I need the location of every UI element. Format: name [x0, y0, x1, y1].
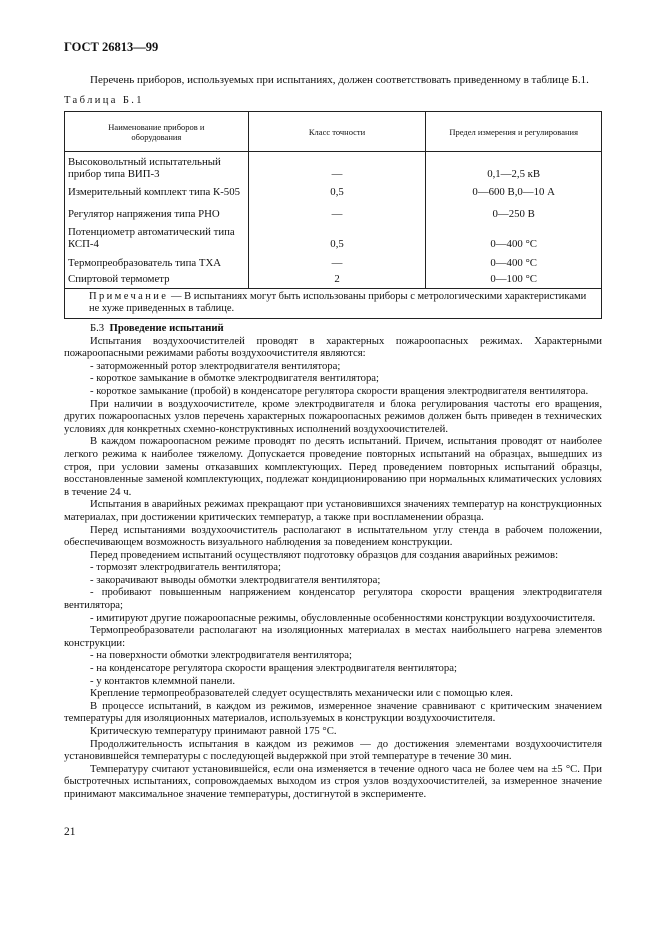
cell-range: 0—600 В,0—10 А: [426, 180, 602, 198]
list-item: - короткое замыкание в обмотке электродвигателя вентилятора;: [90, 372, 379, 385]
document-header: ГОСТ 26813—99: [64, 40, 159, 54]
intro-text: Перечень приборов, используемых при испытаниях, должен соответствовать приведенному в таблице Б.1.: [90, 74, 589, 86]
list-item: - у контактов клеммной панели.: [90, 674, 236, 687]
cell-accuracy: 2: [248, 269, 426, 288]
list-item: - тормозят электродвигатель вентилятора;: [90, 561, 281, 574]
table-row: [65, 152, 602, 181]
cell-accuracy: —: [248, 152, 426, 181]
list-item: - короткое замыкание (пробой) в конденсаторе регулятора скорости вращения электродвигателя вентилятора.: [90, 384, 589, 397]
paragraph: Термопреобразователи располагают на изоляционных материалах в местах наибольшего нагрева элементов конструкции:: [64, 624, 602, 649]
table-note: [65, 288, 602, 318]
paragraph: Продолжительность испытания в каждом из режимов — до достижения элементами воздухоочистителя установившейся температуры с последующей выдержкой при этой температуре в течение 30 мин.: [64, 737, 602, 763]
cell-range: 0—400 °С: [426, 220, 602, 250]
col-header-range: Предел измерения и регулирования: [426, 112, 602, 152]
section-body: [64, 322, 602, 801]
table-note-row: [65, 288, 602, 318]
instruments-table: [64, 111, 602, 319]
cell-name: Высоковольтный испытательный прибор типа ВИП-3: [65, 152, 249, 181]
paragraph: Перед проведением испытаний осуществляют подготовку образцов для создания аварийных режимов:: [90, 548, 559, 561]
cell-name: Спиртовой термометр: [65, 269, 249, 288]
list-item: - на поверхности обмотки электродвигателя вентилятора;: [90, 649, 352, 662]
list-item: - закорачивают выводы обмотки электродвигателя вентилятора;: [90, 573, 381, 586]
list-item: - пробивают повышенным напряжением конденсатор регулятора скорости вращения электродвигателя вентилятора;: [64, 586, 602, 612]
paragraph: В каждом пожароопасном режиме проводят по десять испытаний. Причем, испытания проводят от наиболее легкого режима к наиболее тяжелому. Допускается проведение повторных испытаний на образцах, вышедших из строя, при условии замены отказавших комплектующих. Перед проведением повторных испытаний образцы, восстановленные заменой комплектующих, подлежат кондиционированию при нормальных климатических условиях в течение 24 ч.: [64, 435, 602, 498]
cell-name: Измерительный комплект типа К-505: [65, 180, 249, 198]
paragraph: Испытания в аварийных режимах прекращают при установившихся значениях температур на конструкционных материалах, при достижении критических температур, а также при воспламенении образца.: [64, 498, 602, 523]
section-title: Проведение испытаний: [109, 322, 224, 334]
table-row: [65, 269, 602, 288]
section-heading: [64, 322, 602, 335]
paragraph: Испытания воздухоочистителей проводят в характерных пожароопасных режимах. Характерными пожароопасными режимами работы воздухоочистителя являются:: [64, 334, 602, 360]
cell-name: Потенциометр автоматический типа КСП-4: [65, 220, 249, 250]
paragraph: При наличии в воздухоочистителе, кроме электродвигателя и блока регулирования частоты его вращения, других пожароопасных узлов перечень характерных пожароопасных режимов должен быть приведен в технических условиях для конкретных схемно-конструктивных исполнений воздухоочистителей.: [64, 397, 602, 435]
list-item: - заторможенный ротор электродвигателя вентилятора;: [90, 359, 341, 372]
cell-accuracy: —: [248, 250, 426, 269]
cell-accuracy: —: [248, 198, 426, 220]
note-label: Примечание: [89, 290, 169, 302]
cell-range: 0—400 °С: [426, 250, 602, 269]
cell-accuracy: 0,5: [248, 180, 426, 198]
table-row: [65, 250, 602, 269]
paragraph: Температуру считают установившейся, если она изменяется в течение одного часа не более чем на ±5 °С. При быстротечных испытаниях, сопровождаемых выходом из строя узлов воздухоочистителей, за измеренное значение принимают максимальное значение температуры, достигнутой в эксперименте.: [64, 762, 602, 800]
col-header-name: Наименование приборов и оборудования: [65, 112, 249, 152]
cell-range: 0—100 °С: [426, 269, 602, 288]
paragraph: Крепление термопреобразователей следует осуществлять механически или с помощью клея.: [90, 687, 513, 700]
cell-name: Регулятор напряжения типа РНО: [65, 198, 249, 220]
table-caption: Таблица Б.1: [64, 95, 144, 106]
paragraph: В процессе испытаний, в каждом из режимов, измеренное значение сравнивают с критическим значением температуры для изоляционных материалов, используемых в конструкции воздухоочистителя.: [64, 699, 602, 725]
cell-range: 0,1—2,5 кВ: [426, 152, 602, 181]
section-number: Б.3: [90, 322, 105, 334]
cell-range: 0—250 В: [426, 198, 602, 220]
col-header-accuracy: Класс точности: [248, 112, 426, 152]
table-row: [65, 220, 602, 250]
paragraph: Перед испытаниями воздухоочиститель располагают в испытательном углу стенда в рабочем положении, обеспечивающем возможность визуального наблюдения за поведением конструкции.: [64, 523, 602, 549]
table-row: [65, 180, 602, 198]
table-header-row: [65, 112, 602, 152]
cell-accuracy: 0,5: [248, 220, 426, 250]
paragraph: Критическую температуру принимают равной 175 °С.: [90, 725, 337, 737]
page-number: 21: [64, 826, 76, 838]
cell-name: Термопреобразователь типа ТХА: [65, 250, 249, 269]
list-item: - имитируют другие пожароопасные режимы, обусловленные особенностями конструкции воздухоочистителя.: [90, 611, 596, 624]
table-row: [65, 198, 602, 220]
note-text: — В испытаниях могут быть использованы приборы с метрологическими характеристиками не хуже приведенных в таблице.: [89, 290, 587, 314]
list-item: - на конденсаторе регулятора скорости вращения электродвигателя вентилятора;: [90, 662, 457, 675]
